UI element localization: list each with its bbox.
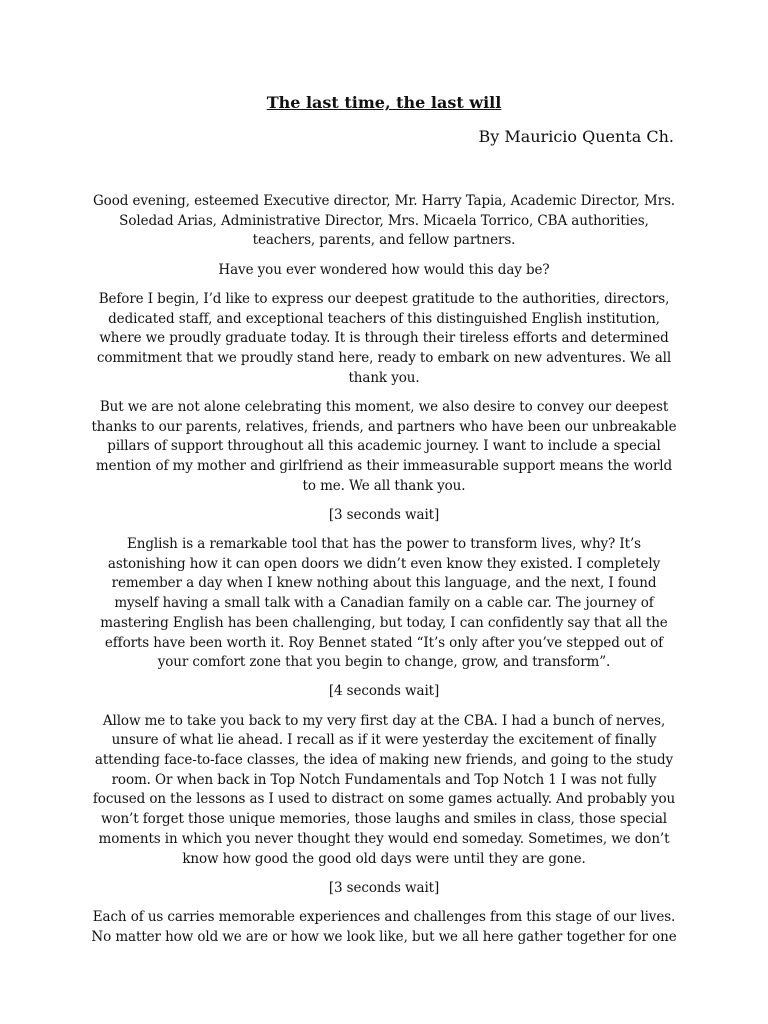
greeting-paragraph: Good evening, esteemed Executive director, Mr. Harry Tapia, Academic Director, Mrs. Soledad Arias, Administrative Director, Mrs. Micaela Torrico, CBA authorities, teachers, parents, and fellow partners. xyxy=(92,193,675,249)
gratitude-paragraph: Before I begin, I’d like to express our deepest gratitude to the authorities, directors, dedicated staff, and exceptional teachers of this distinguished English institution, where we proudly graduate today. It is through their tireless efforts and determined commitment that we proudly stand here, ready to embark on new adventures. We all thank you. xyxy=(96,290,672,386)
stage-direction: [3 seconds wait] xyxy=(328,879,440,896)
experiences-paragraph: Each of us carries memorable experiences and challenges from this stage of our lives. No matter how old we are or how we look like, but we all here gather together for one xyxy=(91,909,677,945)
family-thanks-paragraph: But we are not alone celebrating this moment, we also desire to convey our deepest thanks to our parents, relatives, friends, and partners who have been our unbreakable pillars of support throughout all this academic journey. I want to include a special mention of my mother and girlfriend as their immeasurable support means the world to me. We all thank you. xyxy=(91,398,677,494)
document-page xyxy=(88,90,680,957)
stage-direction: [4 seconds wait] xyxy=(328,683,440,700)
english-paragraph: English is a remarkable tool that has the power to transform lives, why? It’s astonishing how it can open doors we didn’t even know they existed. I completely remember a day when I knew nothing about this language, and the next, I found myself having a small talk with a Canadian family on a cable car. The journey of mastering English has been challenging, but today, I can confidently say that all the efforts have been worth it. Roy Bennet stated “It’s only after you’ve stepped out of your comfort zone that you begin to change, grow, and transform”. xyxy=(100,536,668,671)
document-body xyxy=(88,192,680,947)
document-title: The last time, the last will xyxy=(266,93,502,112)
question-paragraph: Have you ever wondered how would this day be? xyxy=(218,261,550,278)
author-byline: By Mauricio Quenta Ch. xyxy=(478,127,674,146)
stage-direction: [3 seconds wait] xyxy=(328,506,440,523)
memories-paragraph: Allow me to take you back to my very first day at the CBA. I had a bunch of nerves, unsure of what lie ahead. I recall as if it were yesterday the excitement of finally attending face-to-face classes, the idea of making new friends, and going to the study room. Or when back in Top Notch Fundamentals and Top Notch 1 I was not fully focused on the lessons as I used to distract on some games actually. And probably you won’t forget those unique memories, those laughs and smiles in class, those special moments in which you never thought they would end someday. Sometimes, we don’t know how good the good old days were until they are gone. xyxy=(92,712,676,867)
